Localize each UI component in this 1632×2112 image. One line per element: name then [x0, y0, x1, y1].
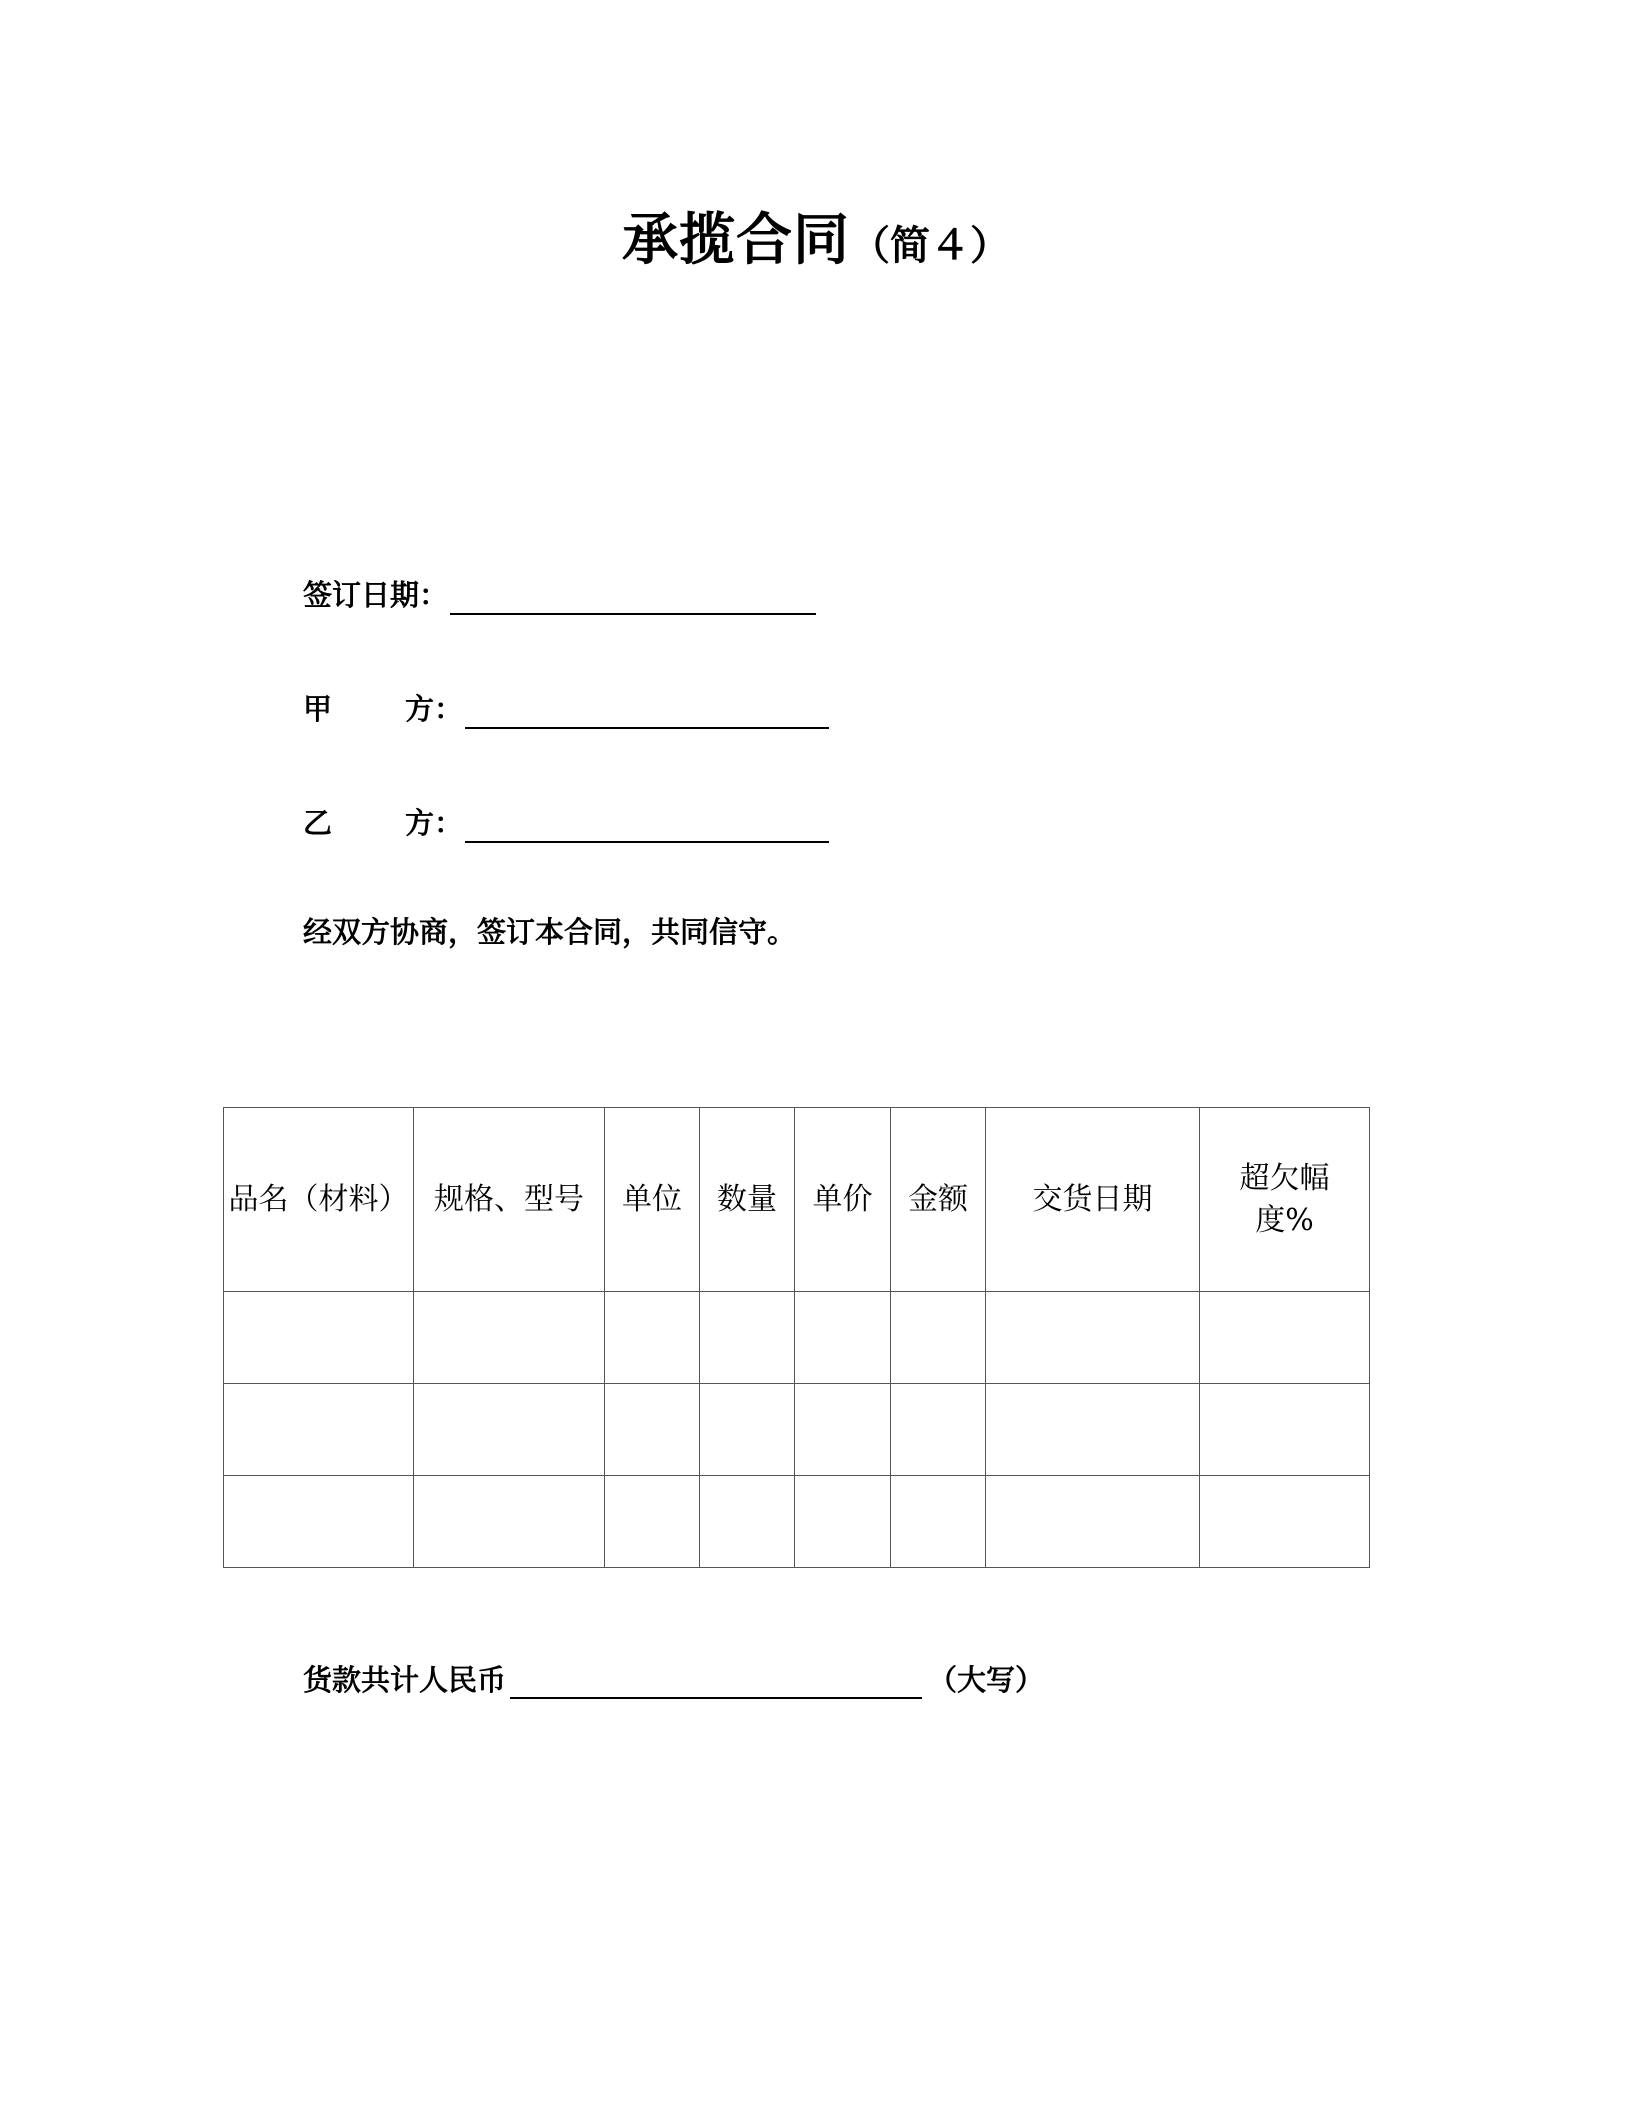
header-quantity: 数量: [700, 1108, 795, 1292]
table-cell[interactable]: [700, 1384, 795, 1476]
table-cell[interactable]: [891, 1476, 986, 1568]
table-cell[interactable]: [605, 1476, 700, 1568]
field-label-party-b: [303, 803, 463, 843]
table-row: [224, 1384, 1370, 1476]
party-b-label-right: 方：: [404, 806, 463, 840]
table-cell[interactable]: [224, 1476, 414, 1568]
document-title: [0, 196, 1632, 276]
party-a-label-right: 方：: [404, 692, 463, 726]
table-cell[interactable]: [224, 1384, 414, 1476]
table-cell[interactable]: [986, 1384, 1200, 1476]
party-a-blank[interactable]: [465, 691, 829, 729]
payment-suffix: （大写）: [928, 1663, 1045, 1697]
field-signing-date: [303, 571, 816, 615]
table-cell[interactable]: [414, 1476, 605, 1568]
table-row: [224, 1476, 1370, 1568]
header-delivery-date: 交货日期: [986, 1108, 1200, 1292]
table-cell[interactable]: [1200, 1384, 1370, 1476]
header-tolerance: 超欠幅度%: [1200, 1108, 1370, 1292]
table-cell[interactable]: [986, 1292, 1200, 1384]
header-unit-price: 单价: [795, 1108, 891, 1292]
header-amount: 金额: [891, 1108, 986, 1292]
table-cell[interactable]: [700, 1476, 795, 1568]
party-b-label-left: 乙: [303, 806, 333, 840]
table-cell[interactable]: [700, 1292, 795, 1384]
agreement-statement: 经双方协商，签订本合同，共同信守。: [303, 915, 797, 949]
party-b-blank[interactable]: [465, 805, 829, 843]
table-cell[interactable]: [986, 1476, 1200, 1568]
payment-amount-blank[interactable]: [510, 1661, 922, 1699]
header-item-name: 品名（材料）: [224, 1108, 414, 1292]
party-a-label-left: 甲: [303, 692, 333, 726]
field-label-signing-date: 签订日期：: [303, 578, 449, 612]
field-label-party-a: [303, 689, 463, 729]
table-cell[interactable]: [891, 1292, 986, 1384]
header-unit: 单位: [605, 1108, 700, 1292]
table-cell[interactable]: [224, 1292, 414, 1384]
table-cell[interactable]: [605, 1384, 700, 1476]
table-cell[interactable]: [1200, 1292, 1370, 1384]
table-cell[interactable]: [891, 1384, 986, 1476]
title-sub: （简４）: [850, 223, 1010, 269]
table-header-row: [224, 1108, 1370, 1292]
field-party-b: [303, 799, 829, 843]
table-cell[interactable]: [795, 1292, 891, 1384]
payment-total: [303, 1655, 1044, 1699]
field-party-a: [303, 685, 829, 729]
table-row: [224, 1292, 1370, 1384]
items-table: [223, 1107, 1370, 1568]
title-main: 承揽合同: [622, 208, 850, 273]
signing-date-blank[interactable]: [450, 577, 816, 615]
payment-label: 货款共计人民币: [303, 1663, 507, 1697]
header-specification: 规格、型号: [414, 1108, 605, 1292]
table-cell[interactable]: [605, 1292, 700, 1384]
table-cell[interactable]: [414, 1292, 605, 1384]
table-cell[interactable]: [795, 1476, 891, 1568]
table-cell[interactable]: [795, 1384, 891, 1476]
table-cell[interactable]: [1200, 1476, 1370, 1568]
table-cell[interactable]: [414, 1384, 605, 1476]
